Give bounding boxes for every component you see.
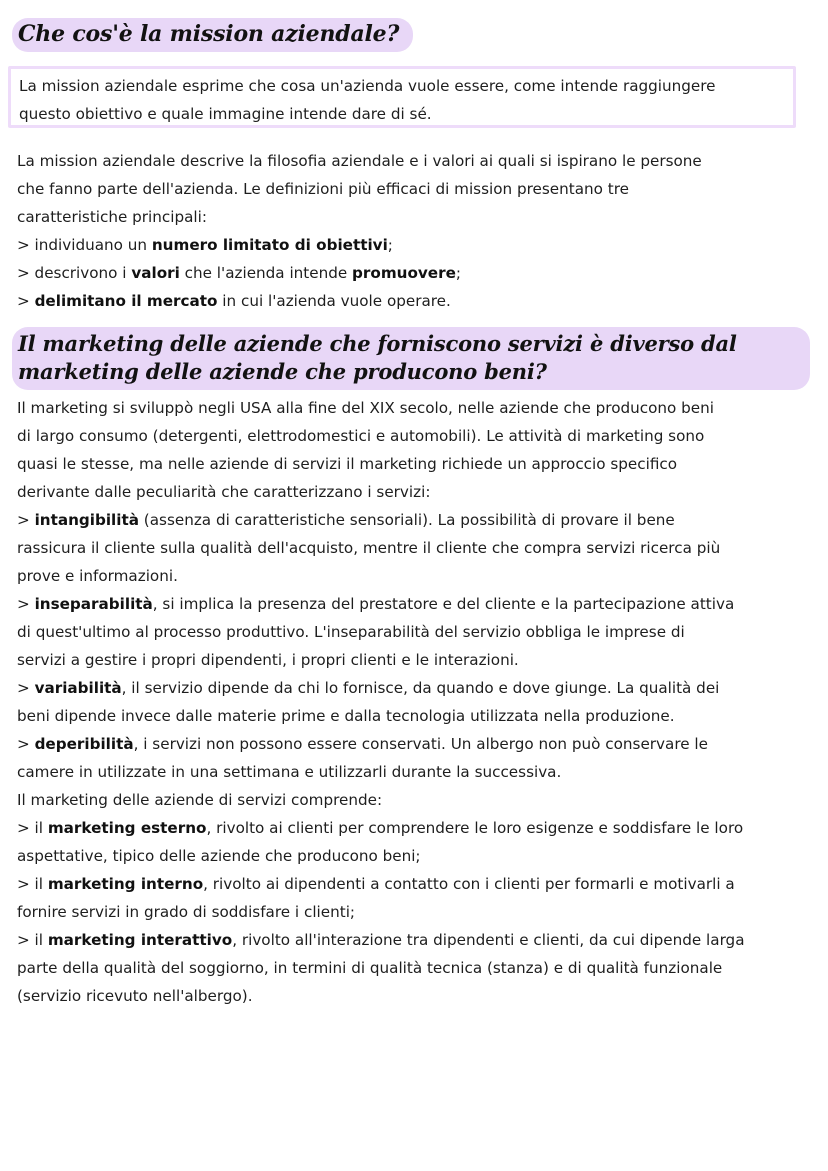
line-text: parte della qualità del soggiorno, in termini di qualità tecnica (stanza) e di qualità funzionale — [17, 959, 723, 977]
line-text: rassicura il cliente sulla qualità dell'acquisto, mentre il cliente che compra servizi ricerca più — [17, 539, 721, 557]
bold-term: intangibilità — [34, 511, 139, 529]
line-text: , i servizi non possono essere conservati. Un albergo non può conservare le — [133, 735, 708, 753]
paragraph-line — [17, 478, 817, 506]
line-text: > — [17, 595, 35, 613]
line-text: beni dipende invece dalle materie prime e dalla tecnologia utilizzata nella produzione. — [17, 707, 675, 725]
bold-term: marketing esterno — [47, 819, 207, 837]
paragraph-line: che fanno parte dell'azienda. Le definizioni più efficaci di mission presentano tre — [17, 180, 629, 198]
paragraph-line — [17, 898, 817, 926]
paragraph-line — [17, 730, 817, 758]
line-text: > il — [17, 875, 48, 893]
bullet-bold: promuovere — [352, 264, 456, 282]
paragraph-line — [17, 450, 817, 478]
bullet-text: ; — [387, 236, 393, 254]
line-text: di quest'ultimo al processo produttivo. L'inseparabilità del servizio obbliga le imprese di — [17, 623, 685, 641]
bullet-text: > descrivono i — [17, 264, 132, 282]
paragraph-line — [17, 534, 817, 562]
bold-term: inseparabilità — [34, 595, 153, 613]
bullet-text: in cui l'azienda vuole operare. — [217, 292, 451, 310]
bullet-item — [17, 287, 817, 315]
paragraph-line: La mission aziendale descrive la filosofia aziendale e i valori ai quali si ispirano le persone — [17, 152, 702, 170]
marketing-paragraph — [17, 394, 817, 1010]
bold-term: marketing interno — [47, 875, 204, 893]
line-text: aspettative, tipico delle aziende che producono beni; — [17, 847, 421, 865]
bullet-text: ; — [455, 264, 462, 282]
line-text: Il marketing si sviluppò negli USA alla fine del XIX secolo, nelle aziende che producono beni — [17, 399, 714, 417]
paragraph-line — [17, 786, 817, 814]
bullet-bold: valori — [131, 264, 180, 282]
heading-line: Il marketing delle aziende che forniscono servizi è diverso dal — [18, 331, 737, 356]
line-text: Il marketing delle aziende di servizi comprende: — [17, 791, 383, 809]
line-text: quasi le stesse, ma nelle aziende di servizi il marketing richiede un approccio specifico — [17, 455, 678, 473]
line-text: , rivolto all'interazione tra dipendenti e clienti, da cui dipende larga — [232, 931, 745, 949]
bullet-text: > individuano un — [17, 236, 152, 254]
paragraph-line — [17, 674, 817, 702]
bullet-item — [17, 259, 817, 287]
paragraph-line — [17, 506, 817, 534]
line-text: , il servizio dipende da chi lo fornisce, da quando e dove giunge. La qualità dei — [121, 679, 720, 697]
line-text: > — [17, 511, 35, 529]
paragraph-line — [17, 422, 817, 450]
paragraph-line — [17, 758, 817, 786]
paragraph-line — [17, 562, 817, 590]
line-text: > — [17, 679, 35, 697]
line-text: > — [17, 735, 35, 753]
line-text: camere in utilizzate in una settimana e utilizzarli durante la successiva. — [17, 763, 562, 781]
marketing-heading — [12, 327, 810, 390]
paragraph-line — [17, 590, 817, 618]
box-line: La mission aziendale esprime che cosa un'azienda vuole essere, come intende raggiungere — [19, 77, 716, 95]
line-text: , si implica la presenza del prestatore e del cliente e la partecipazione attiva — [152, 595, 735, 613]
mission-heading: Che cos'è la mission aziendale? — [12, 18, 413, 52]
paragraph-line — [17, 870, 817, 898]
line-text: servizi a gestire i propri dipendenti, i propri clienti e le interazioni. — [17, 651, 519, 669]
bullet-text: > — [17, 292, 35, 310]
line-text: di largo consumo (detergenti, elettrodomestici e automobili). Le attività di marketing sono — [17, 427, 705, 445]
bullet-bold: numero limitato di obiettivi — [151, 236, 388, 254]
paragraph-line — [17, 842, 817, 870]
paragraph-line — [17, 702, 817, 730]
bold-term: deperibilità — [34, 735, 134, 753]
bullet-bold: delimitano il mercato — [34, 292, 218, 310]
paragraph-line — [17, 646, 817, 674]
line-text: > il — [17, 819, 48, 837]
box-line: questo obiettivo e quale immagine intende dare di sé. — [19, 105, 432, 123]
paragraph-line — [17, 394, 817, 422]
line-text: fornire servizi in grado di soddisfare i clienti; — [17, 903, 356, 921]
heading-line: marketing delle aziende che producono beni? — [18, 359, 547, 384]
paragraph-line — [17, 982, 817, 1010]
line-text: > il — [17, 931, 48, 949]
line-text: (servizio ricevuto nell'albergo). — [17, 987, 253, 1005]
line-text: (assenza di caratteristiche sensoriali). La possibilità di provare il bene — [138, 511, 675, 529]
line-text: derivante dalle peculiarità che caratterizzano i servizi: — [17, 483, 431, 501]
line-text: prove e informazioni. — [17, 567, 178, 585]
paragraph-line — [17, 954, 817, 982]
bold-term: variabilità — [34, 679, 122, 697]
paragraph-line — [17, 926, 817, 954]
bullet-item — [17, 231, 817, 259]
paragraph-line — [17, 618, 817, 646]
mission-paragraph — [17, 147, 817, 315]
line-text: , rivolto ai dipendenti a contatto con i clienti per formarli e motivarli a — [203, 875, 735, 893]
bold-term: marketing interattivo — [47, 931, 233, 949]
mission-definition-box — [8, 66, 796, 128]
paragraph-line: caratteristiche principali: — [17, 208, 207, 226]
bullet-text: che l'azienda intende — [179, 264, 353, 282]
line-text: , rivolto ai clienti per comprendere le loro esigenze e soddisfare le loro — [206, 819, 744, 837]
paragraph-line — [17, 814, 817, 842]
